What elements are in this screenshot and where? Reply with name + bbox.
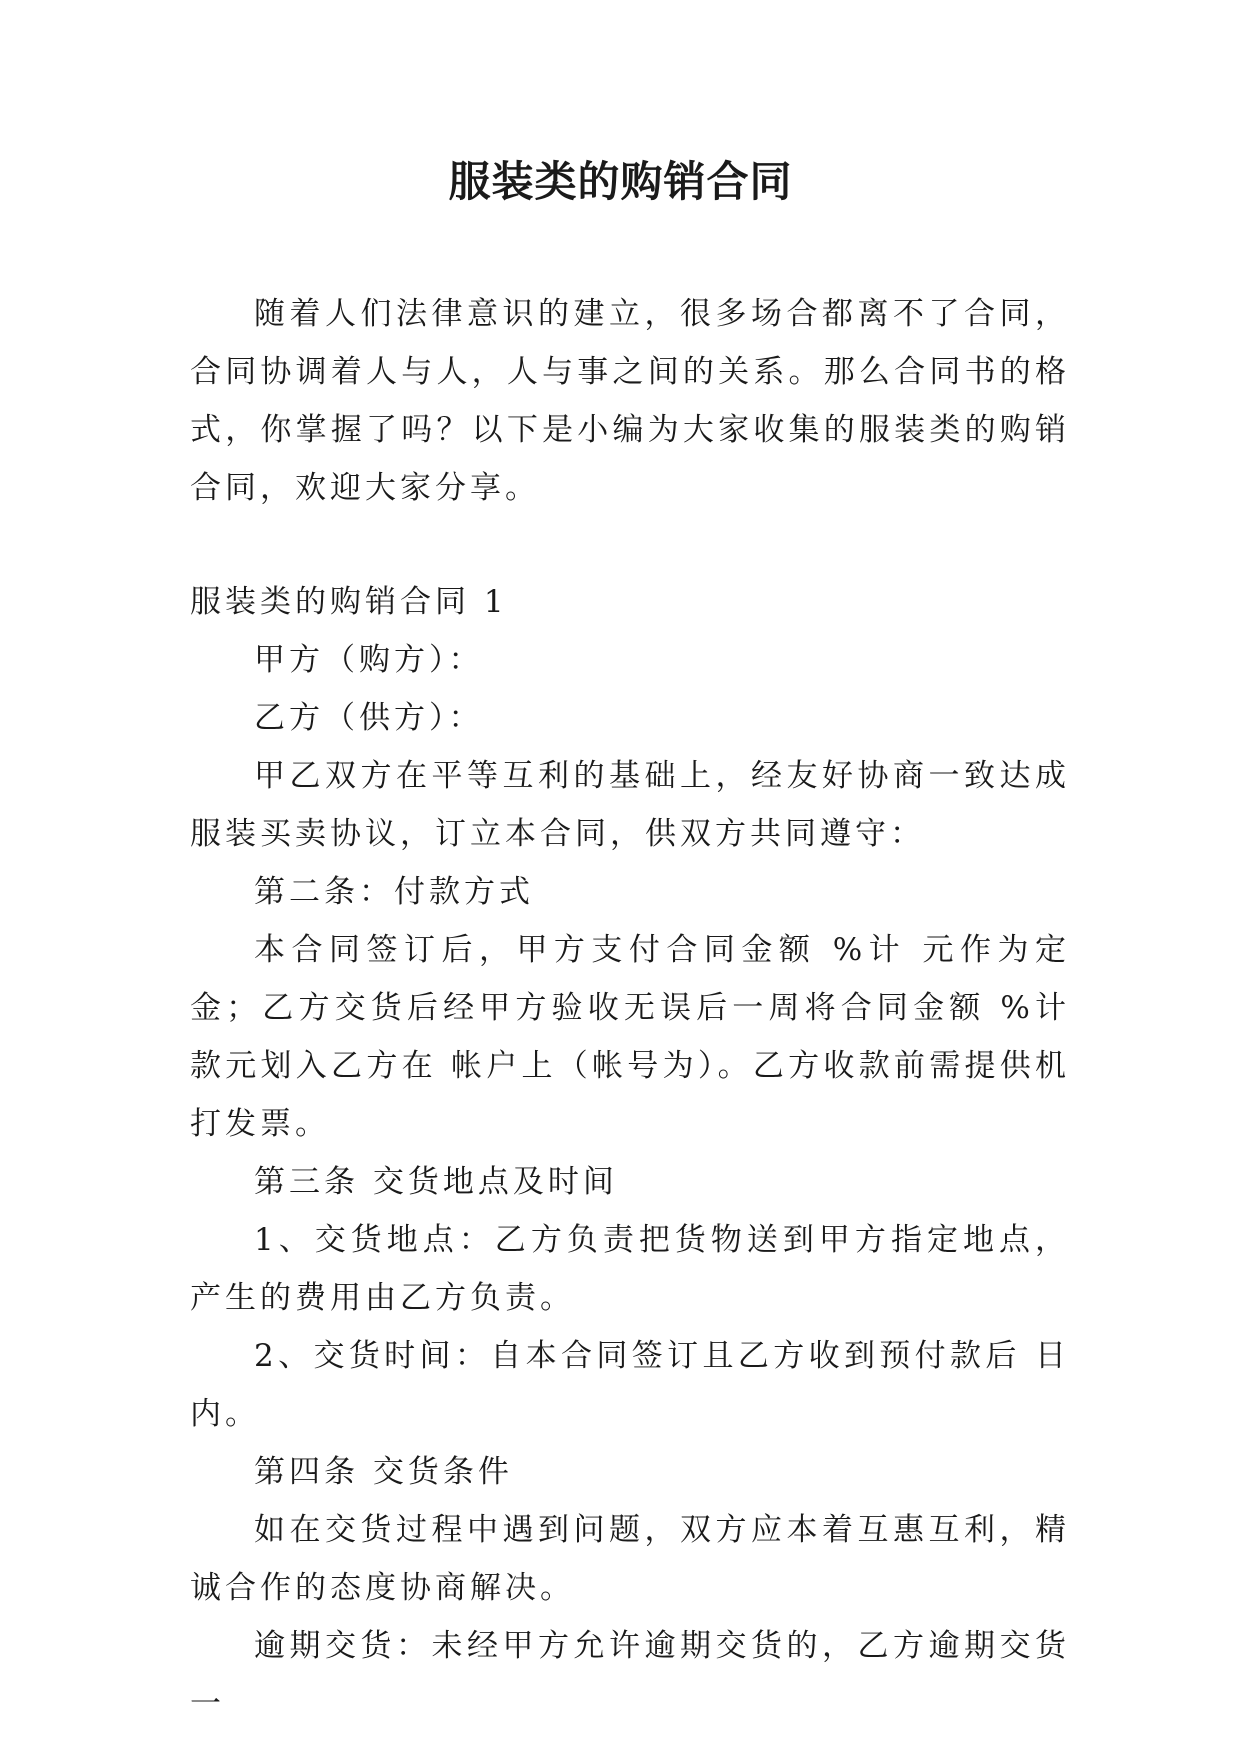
late-delivery-paragraph: 逾期交货：未经甲方允许逾期交货的，乙方逾期交货一 bbox=[190, 1628, 1070, 1722]
article-2-heading: 第二条：付款方式 bbox=[254, 874, 534, 910]
delivery-location-paragraph: 1、交货地点：乙方负责把货物送到甲方指定地点，产生的费用由乙方负责。 bbox=[190, 1222, 1070, 1316]
delivery-issue-paragraph: 如在交货过程中遇到问题，双方应本着互惠互利，精诚合作的态度协商解决。 bbox=[190, 1512, 1070, 1606]
delivery-time-paragraph: 2、交货时间：自本合同签订且乙方收到预付款后 日内。 bbox=[190, 1338, 1070, 1432]
article-3-heading: 第三条 交货地点及时间 bbox=[254, 1164, 618, 1200]
payment-paragraph: 本合同签订后，甲方支付合同金额 %计 元作为定金；乙方交货后经甲方验收无误后一周将合同金额 %计款元划入乙方在 帐户上（帐号为）。乙方收款前需提供机打发票。 bbox=[190, 932, 1070, 1142]
document-title: 服装类的购销合同 bbox=[448, 157, 793, 206]
preamble-paragraph: 甲乙双方在平等互利的基础上，经友好协商一致达成服装买卖协议，订立本合同，供双方共同遵守： bbox=[190, 758, 1070, 852]
section-heading: 服装类的购销合同 1 bbox=[190, 584, 508, 620]
party-b-line: 乙方（供方）： bbox=[254, 700, 484, 736]
article-4-heading: 第四条 交货条件 bbox=[254, 1454, 513, 1490]
party-a-line: 甲方（购方）： bbox=[254, 642, 484, 678]
document-body bbox=[190, 285, 1070, 1733]
intro-paragraph: 随着人们法律意识的建立，很多场合都离不了合同，合同协调着人与人，人与事之间的关系。那么合同书的格式，你掌握了吗？以下是小编为大家收集的服装类的购销合同，欢迎大家分享。 bbox=[190, 296, 1070, 506]
